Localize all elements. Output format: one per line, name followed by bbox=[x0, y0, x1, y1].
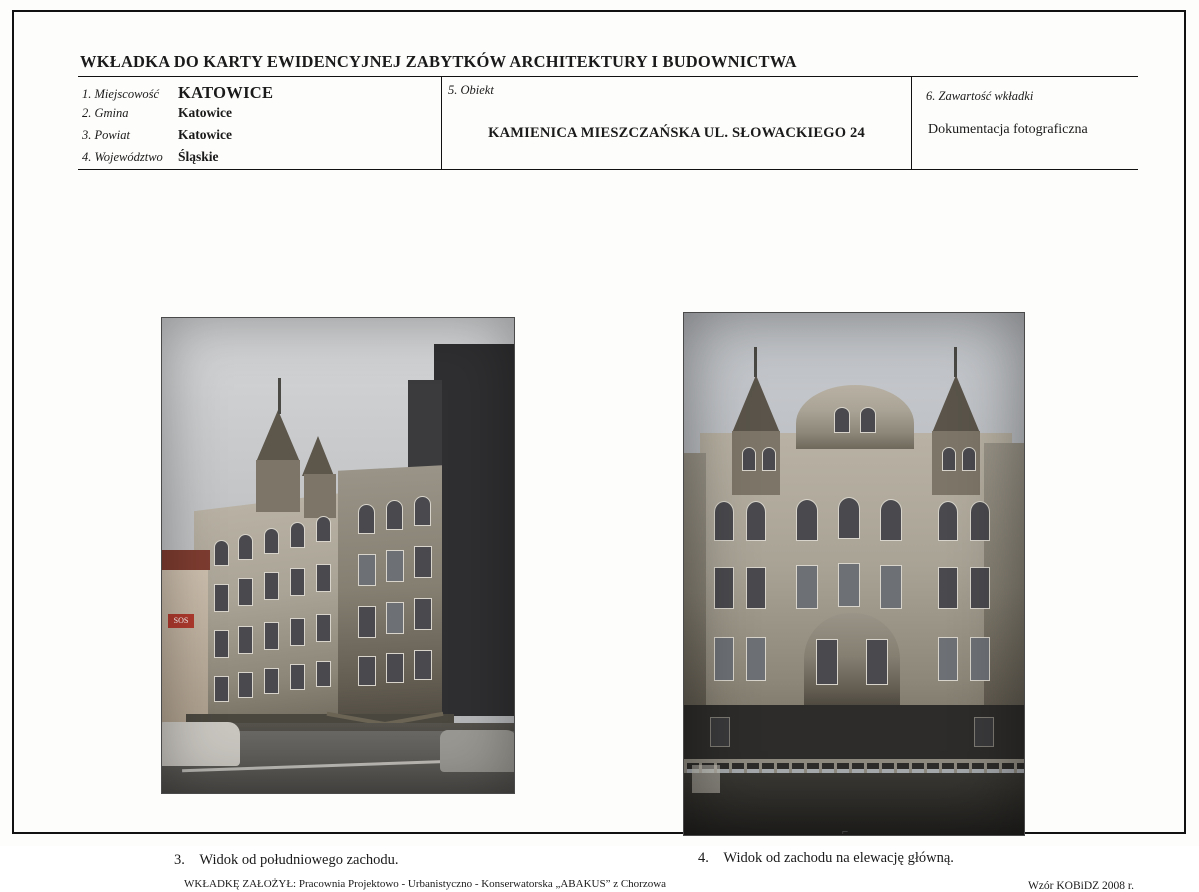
caption-photo-4 bbox=[698, 850, 954, 867]
header-content-column bbox=[912, 77, 1138, 169]
scan-artifact-mark: ⌐ bbox=[842, 826, 849, 838]
photo-banner-text: SOS bbox=[168, 614, 194, 628]
caption-text-3: Widok od południowego zachodu. bbox=[199, 852, 399, 868]
page-title: WKŁADKA DO KARTY EWIDENCYJNEJ ZABYTKÓW ARCHITEKTURY I BUDOWNICTWA bbox=[80, 52, 797, 71]
caption-number-3: 3. bbox=[174, 852, 185, 868]
header-object-column bbox=[442, 77, 912, 169]
field-miejscowosc bbox=[82, 83, 441, 105]
caption-number-4: 4. bbox=[698, 850, 709, 866]
footnote-author: WKŁADKĘ ZAŁOŻYŁ: Pracownia Projektowo - Urbanistyczno - Konserwatorska „ABAKUS” z Chorzowa bbox=[184, 878, 667, 890]
field-label-powiat: 3. Powiat bbox=[82, 128, 130, 142]
photo-area bbox=[78, 170, 1138, 892]
field-label-zawartosc: 6. Zawartość wkładki bbox=[926, 89, 1034, 103]
field-value-wojewodztwo: Śląskie bbox=[178, 149, 219, 164]
header-location-column bbox=[78, 77, 442, 169]
caption-photo-3 bbox=[174, 852, 399, 869]
field-label-miejscowosc: 1. Miejscowość bbox=[82, 87, 160, 101]
caption-text-4: Widok od zachodu na elewację główną. bbox=[723, 850, 954, 866]
field-label-gmina: 2. Gmina bbox=[82, 106, 129, 120]
record-sheet bbox=[78, 52, 1138, 892]
field-powiat bbox=[82, 127, 441, 149]
field-value-zawartosc: Dokumentacja fotograficzna bbox=[928, 122, 1088, 137]
field-label-wojewodztwo: 4. Województwo bbox=[82, 150, 163, 164]
header-table bbox=[78, 76, 1138, 170]
field-wojewodztwo bbox=[82, 149, 441, 171]
form-code: Wzór KOBiDZ 2008 r. bbox=[1027, 880, 1134, 892]
photo-3-southwest-view bbox=[162, 318, 514, 793]
field-label-obiekt: 5. Obiekt bbox=[448, 83, 494, 97]
field-value-obiekt: KAMIENICA MIESZCZAŃSKA UL. SŁOWACKIEGO 24 bbox=[488, 125, 865, 141]
field-value-powiat: Katowice bbox=[178, 127, 232, 142]
field-gmina bbox=[82, 105, 441, 127]
field-value-gmina: Katowice bbox=[178, 105, 232, 120]
field-value-miejscowosc: KATOWICE bbox=[178, 83, 274, 102]
photo-4-west-main-elevation bbox=[684, 313, 1024, 835]
